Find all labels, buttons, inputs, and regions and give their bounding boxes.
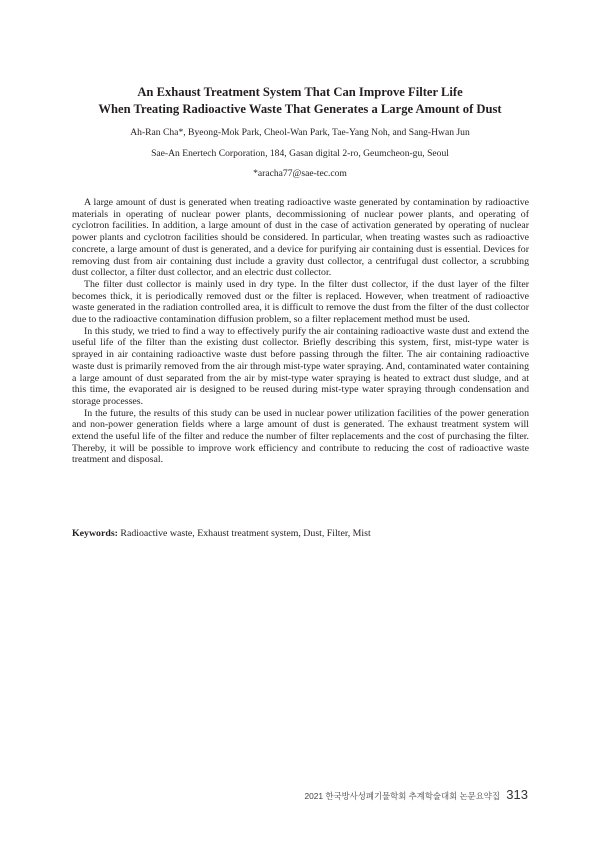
abstract-paragraph-3: In this study, we tried to find a way to effectively purify the air containing radioactive waste dust and extend the useful life of the filter than the existing dust collector. Briefly describing this system, first, mist-type water is sprayed in air containing radioactive waste dust before passing through the filter. The air containing radioactive waste dust is primarily removed from the air through mist-type water spraying. And, contaminated water containing a large amount of dust separated from the air by mist-type water spraying is heated to extract dust sludge, and at this time, the evaporated air is designed to be reused during mist-type water spraying through condensation and storage processes. bbox=[72, 325, 529, 407]
abstract-paragraph-2: The filter dust collector is mainly used in dry type. In the filter dust collector, if the dust layer of the filter becomes thick, it is periodically removed dust or the filter is replaced. However, when treatment of radioactive waste generated in the radiation controlled area, it is difficult to remove the dust from the filter of the dust collector due to the radioactive contamination diffusion problem, so a filter replacement method must be used. bbox=[72, 278, 529, 326]
keywords-line bbox=[72, 528, 529, 540]
proceedings-title: 2021 한국방사성폐기물학회 추계학술대회 논문요약집 bbox=[304, 791, 500, 801]
page-number: 313 bbox=[506, 787, 528, 802]
abstract-paragraph-4: In the future, the results of this study can be used in nuclear power utilization facilities of the power generation and non-power generation fields where a large amount of dust is generated. The exhaust treatment system will extend the useful life of the filter and reduce the number of filter replacements and the cost of purchasing the filter. Thereby, it will be possible to improve work efficiency and contribute to reducing the cost of radioactive waste treatment and disposal. bbox=[72, 407, 529, 466]
abstract-paragraph-1: A large amount of dust is generated when treating radioactive waste generated by contamination by radioactive materials in operating of nuclear power plants, decommissioning of nuclear power plants, and operating of cyclotron facilities. In addition, a large amount of dust in the case of activation generated by operating of nuclear power plants and cyclotron facilities should be considered. In particular, when treating wastes such as radioactive concrete, a large amount of dust is generated, and a device for purifying air containing dust is essential. Devices for removing dust from air containing dust include a gravity dust collector, a centrifugal dust collector, a scrubbing dust collector, a filter dust collector, and an electric dust collector. bbox=[72, 197, 529, 279]
paper-title bbox=[40, 84, 560, 118]
corresponding-email: *aracha77@sae-tec.com bbox=[253, 168, 347, 179]
title-line-2: When Treating Radioactive Waste That Generates a Large Amount of Dust bbox=[98, 102, 502, 116]
authors: Ah-Ran Cha*, Byeong-Mok Park, Cheol-Wan Park, Tae-Yang Noh, and Sang-Hwan Jun bbox=[130, 127, 470, 138]
affiliation: Sae-An Enertech Corporation, 184, Gasan digital 2-ro, Geumcheon-gu, Seoul bbox=[151, 148, 449, 159]
page-footer bbox=[304, 788, 528, 803]
keywords-label: Keywords: bbox=[72, 528, 118, 539]
keywords-list: Radioactive waste, Exhaust treatment system, Dust, Filter, Mist bbox=[120, 528, 371, 539]
title-line-1: An Exhaust Treatment System That Can Improve Filter Life bbox=[137, 85, 463, 99]
abstract-body bbox=[72, 197, 529, 466]
